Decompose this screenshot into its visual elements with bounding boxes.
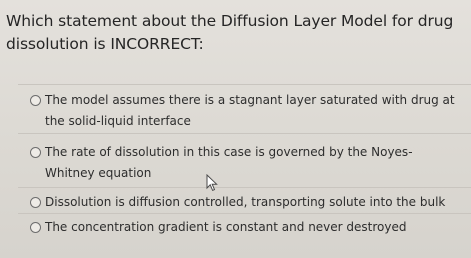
mouse-pointer-icon: [206, 174, 220, 192]
option-2[interactable]: [30, 142, 460, 184]
option-divider: [18, 84, 471, 85]
option-3[interactable]: [30, 192, 460, 213]
option-divider: [18, 187, 471, 188]
question-text: Which statement about the Diffusion Layer Model for drug dissolution is INCORRECT:: [6, 12, 454, 53]
radio-button-icon[interactable]: [30, 147, 41, 158]
option-2-label: The rate of dissolution in this case is governed by the Noyes-Whitney equation: [45, 145, 413, 180]
option-4[interactable]: [30, 217, 460, 238]
radio-button-icon[interactable]: [30, 197, 41, 208]
option-3-label: Dissolution is diffusion controlled, transporting solute into the bulk: [45, 195, 446, 209]
option-divider: [18, 213, 471, 214]
option-1-label: The model assumes there is a stagnant layer saturated with drug at the solid-liquid interface: [45, 93, 455, 128]
option-1[interactable]: [30, 90, 460, 132]
radio-button-icon[interactable]: [30, 95, 41, 106]
option-4-label: The concentration gradient is constant and never destroyed: [45, 220, 407, 234]
option-divider: [18, 133, 471, 134]
radio-button-icon[interactable]: [30, 222, 41, 233]
